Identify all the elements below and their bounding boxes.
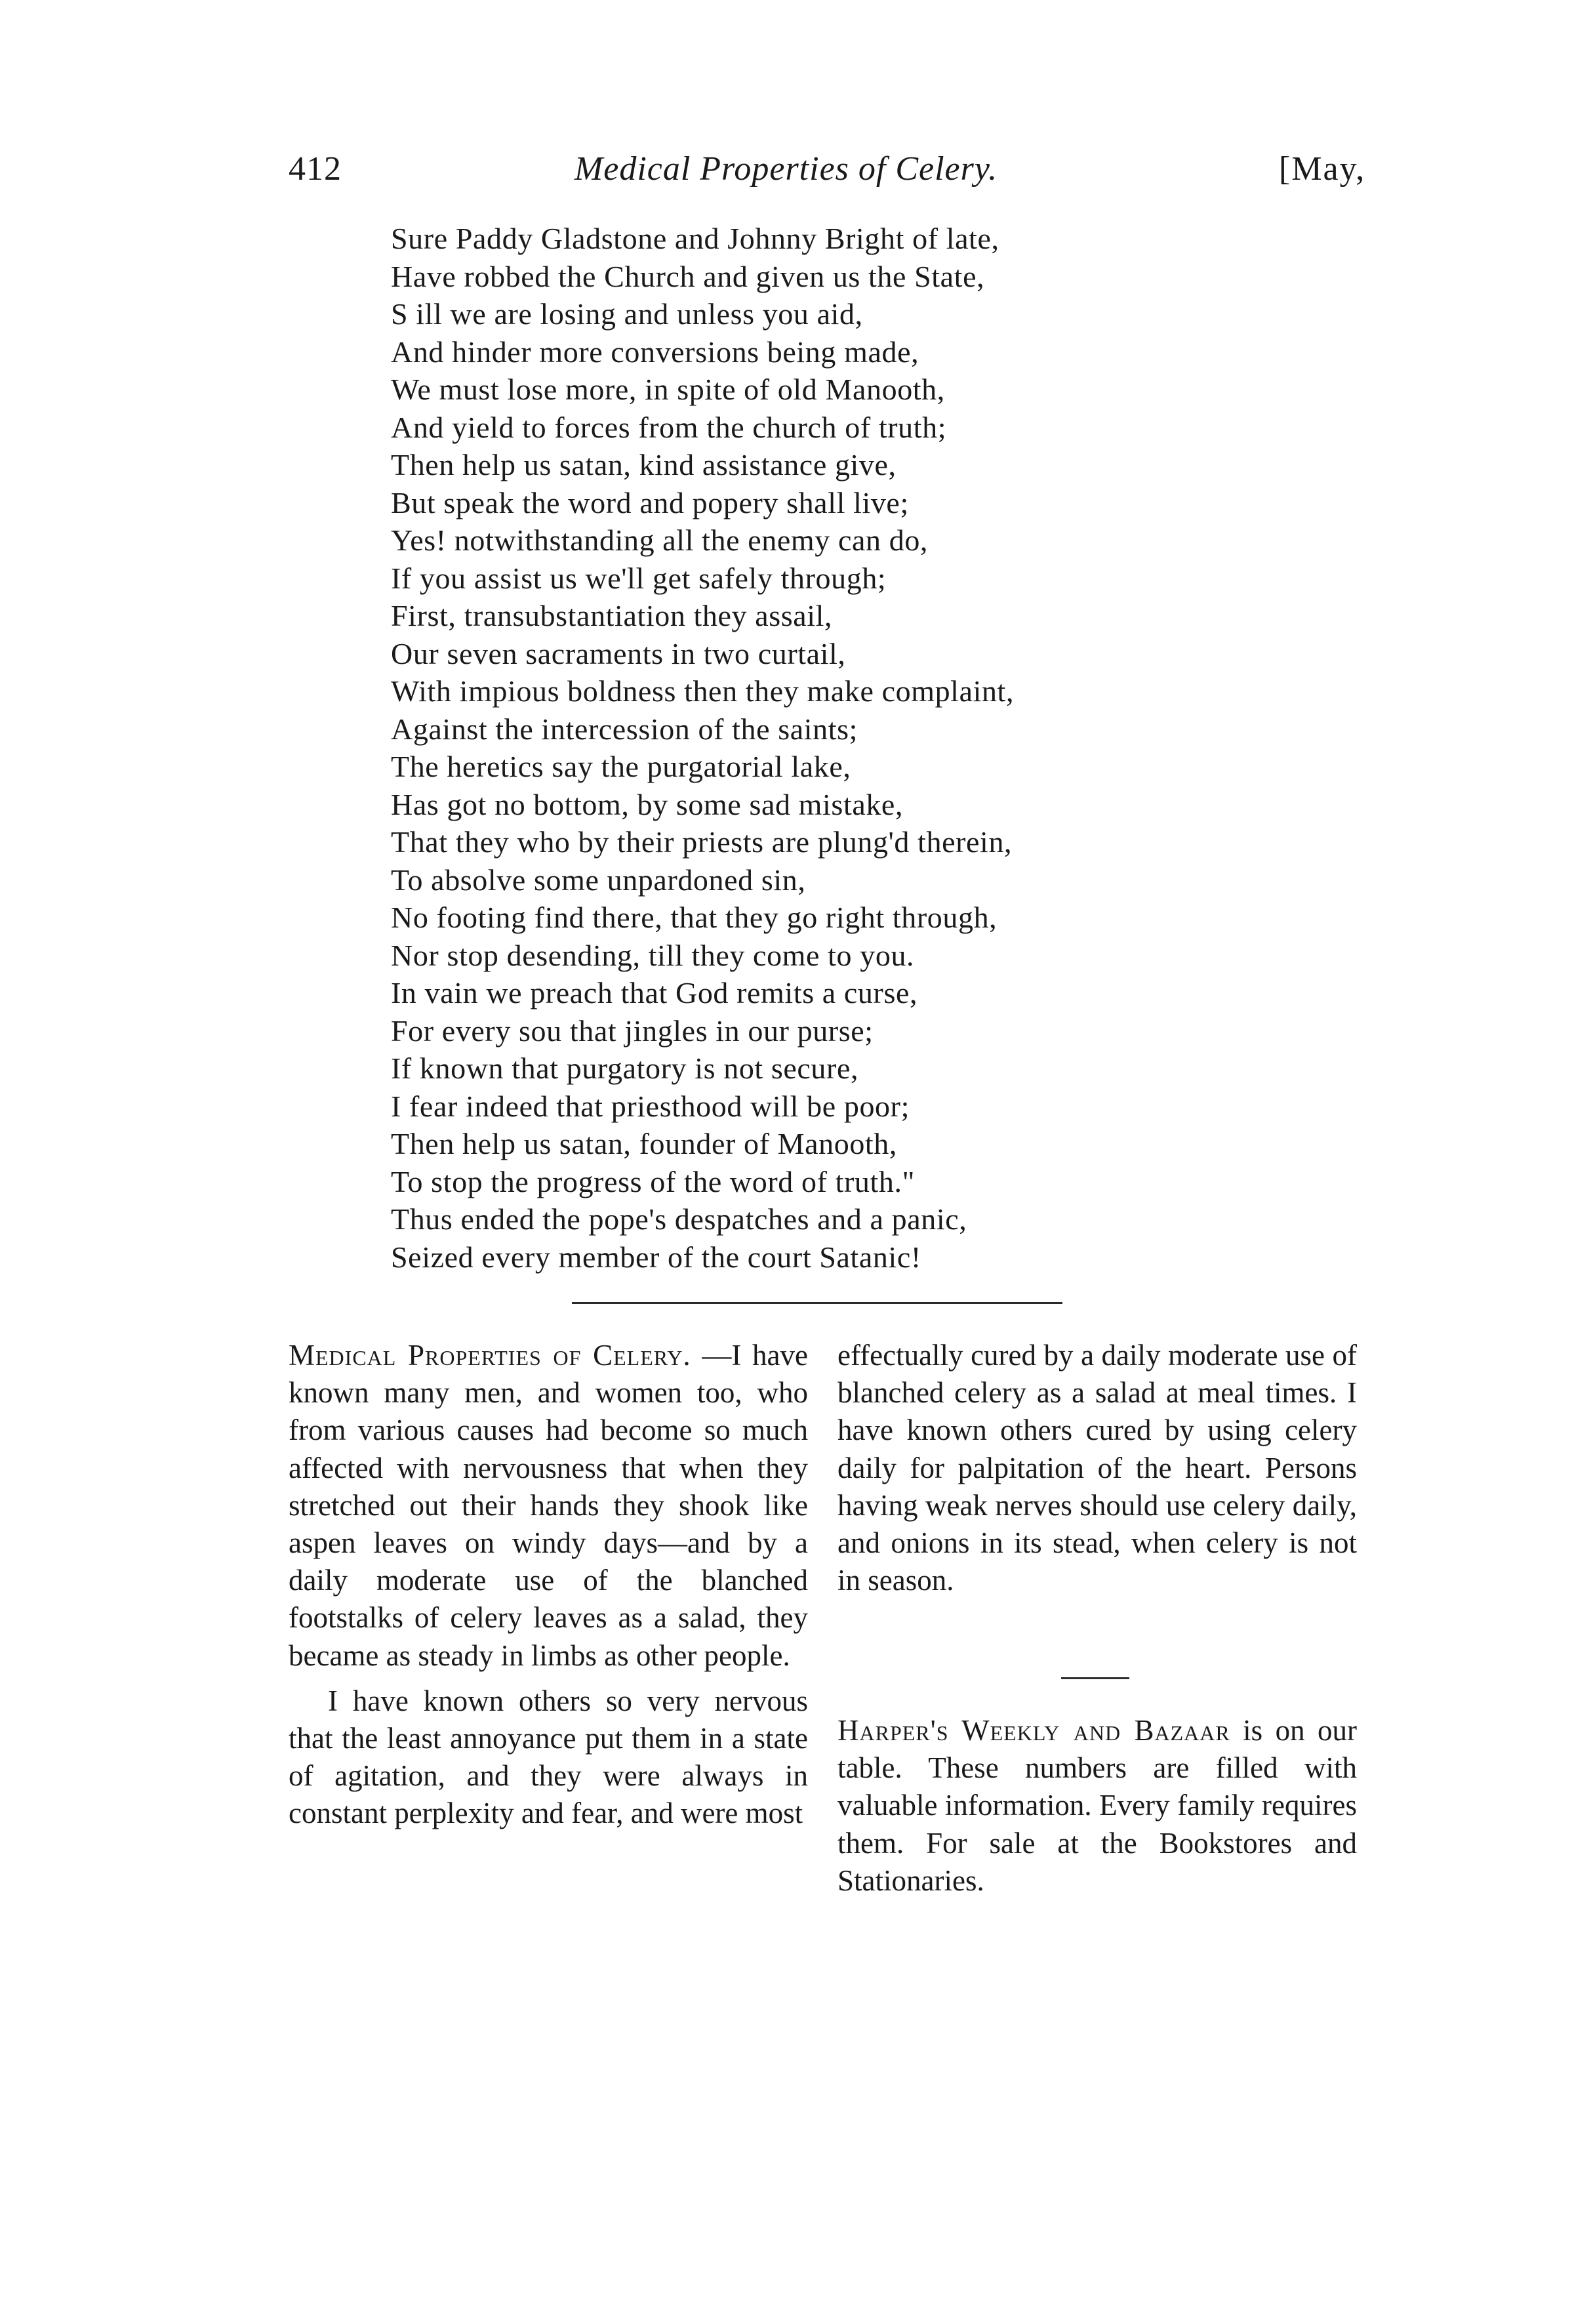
poem-line: That they who by their priests are plung'd therein,	[391, 825, 1013, 859]
poem-line: If you assist us we'll get safely through;	[391, 561, 887, 595]
poem-line: Yes! notwithstanding all the enemy can do,	[391, 523, 929, 557]
running-header	[0, 150, 1572, 195]
poem-line: Have robbed the Church and given us the State,	[391, 259, 985, 293]
celery-paragraph-2: I have known others so very nervous that the least annoyance put them in a state of agitation, and they were always in constant perplexity and fear, and were most	[289, 1684, 808, 1830]
poem-line: For every sou that jingles in our purse;	[391, 1013, 874, 1048]
poem-line: First, transubstantiation they assail,	[391, 599, 833, 632]
poem-line: Sure Paddy Gladstone and Johnny Bright of late,	[391, 222, 999, 255]
poem-line: Has got no bottom, by some sad mistake,	[391, 787, 904, 821]
poem-line: No footing find there, that they go right through,	[391, 901, 998, 934]
poem-line: Our seven sacraments in two curtail,	[391, 636, 846, 670]
celery-paragraph-1-text: —I have known many men, and women too, who from various causes had become so much affected with nervousness that when they stretched out their hands they shook like aspen leaves on windy days—and by a daily moderate use of the blanched footstalks of celery leaves as a salad, they became as steady in limbs as other people.	[289, 1339, 808, 1672]
short-divider	[1061, 1677, 1129, 1679]
left-column	[289, 1337, 808, 1833]
celery-paragraph-2-continued: effectually cured by a daily moderate use of blanched celery as a salad at meal times. I have known others cured by using celery daily for palpitation of the heart. Persons having weak nerves should use celery daily, and onions in its stead, when celery is not in season.	[837, 1339, 1357, 1597]
celery-paragraph-1	[289, 1337, 808, 1675]
harper-heading: Harper's Weekly and Bazaar	[837, 1714, 1230, 1747]
right-column	[837, 1337, 1357, 1599]
poem-line: Seized every member of the court Satanic!	[391, 1240, 921, 1274]
poem-line: The heretics say the purgatorial lake,	[391, 750, 851, 783]
poem-line: But speak the word and popery shall live;	[391, 485, 909, 520]
poem-line: And yield to forces from the church of truth;	[391, 410, 947, 444]
poem-line: Nor stop desending, till they come to you.	[391, 938, 915, 972]
harper-text: is on our table. These numbers are filled with valuable information. Every family requires them. For sale at the Bookstores and Stationaries.	[837, 1714, 1358, 1897]
poem-line: With impious boldness then they make complaint,	[391, 674, 1015, 708]
running-title: Medical Properties of Celery.	[574, 150, 998, 188]
harper-notice	[837, 1712, 1357, 1900]
page-number: 412	[289, 150, 342, 188]
poem-line: We must lose more, in spite of old Manooth,	[391, 373, 945, 406]
poem-line: In vain we preach that God remits a curse,	[391, 976, 918, 1009]
poem-line: To stop the progress of the word of truth."	[391, 1164, 915, 1198]
poem-line: And hinder more conversions being made,	[391, 335, 919, 369]
poem-line: S ill we are losing and unless you aid,	[391, 297, 863, 331]
poem-line: To absolve some unpardoned sin,	[391, 863, 806, 897]
header-month: [May,	[1279, 150, 1366, 188]
poem-line: Then help us satan, kind assistance give,	[391, 448, 897, 481]
poem-line: I fear indeed that priesthood will be poor;	[391, 1089, 910, 1123]
poem-line: Against the intercession of the saints;	[391, 712, 858, 746]
poem	[391, 220, 1243, 1276]
poem-line: If known that purgatory is not secure,	[391, 1051, 859, 1085]
celery-heading: Medical Properties of Celery.	[289, 1339, 691, 1372]
section-divider	[572, 1302, 1062, 1304]
poem-line: Thus ended the pope's despatches and a panic,	[391, 1202, 967, 1236]
poem-line: Then help us satan, founder of Manooth,	[391, 1127, 898, 1160]
harper-paragraph	[837, 1712, 1357, 1900]
